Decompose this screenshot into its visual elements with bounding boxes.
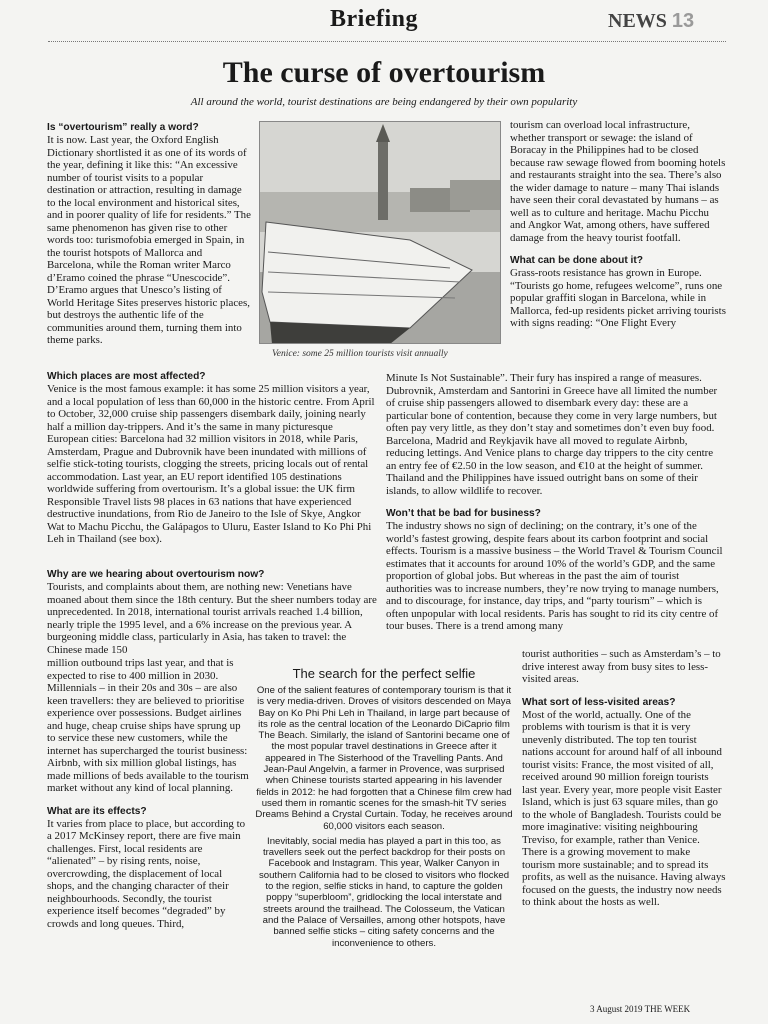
column-left-top [47,119,251,347]
body-text: million outbound trips last year, and that is expected to rise to 400 million in 2030. Millennials – in their 20s and 30s – are also keen travellers: they are believed to prioritise experience over possessions. Budget airlines and huge, cheap cruise ships have sprung up to service these new customers, while the internet has supercharged the tourist business: Airbnb, with six million global listings, has made millions of beds available to the tourism market without any kind of local planning. [47,657,249,794]
question-heading: What are its effects? [47,805,147,817]
page-footer [590,1004,690,1014]
photo-caption: Venice: some 25 million tourists visit annually [272,349,448,359]
news-label [608,10,694,33]
body-text: Most of the world, actually. One of the problems with tourism is that it is very unevenly distributed. The top ten tourist nations account for around half of all inbound tourist visits: France, the most visited of all, received around 90 million foreign tourists last year. Every year, more people visit Easter Island, which is just 63 square miles, than go to the whole of Bangladesh. Tourists could be more imaginative: visiting neighbouring Treviso, for example, rather than Venice. There is a growing movement to make tourism more sustainable; and to spread its profits, as well as the nuisance. Having always focused on the guests, the industry now needs to think about the hosts as well. [522,708,726,908]
body-text: The industry shows no sign of declining; on the contrary, it’s one of the world’s fastest growing, despite fears about its carbon footprint and social effects. Tourism is a massive business – the World Travel & Tourism Council estimates that it accounts for around 10% of the world’s GDP, and the same proportion of global jobs. But whereas in the past the aim of tourist authorities was to increase numbers, they’re now trying to manage numbers, and to discourage, for instance, day trips, and “party tourism” – which is often unpopular with local residents. Paris has sought to rid its city centre of tour buses. There is a trend among many [386,520,723,632]
column-left-bottom [47,657,251,930]
news-label-text: NEWS [608,10,667,32]
question-heading: What sort of less-visited areas? [522,696,676,708]
sidebar-paragraph: One of the salient features of contemporary tourism is that it is very media-driven. Droves of visitors descended on Maya Bay on Ko Phi Phi Leh in Thailand, in large part because of its role as the central location of the Leonardo DiCaprio film The Beach. Similarly, the island of Santorini became one of the most popular travel destinations in Greece after it appeared in The Sisterhood of the Travelling Pants. And Jean-Paul Angelvin, a farmer in Provence, was surprised when Chinese tourists started appearing in his lavender fields in 2012: he had forgotten that a Chinese film crew had used them in romantic scenes for the smash-hit TV series Dreams Behind a Crystal Curtain. Today, he receives around 60,000 visitors each season. [255,685,513,832]
body-text: Tourists, and complaints about them, are nothing new: Venetians have moaned about them since the 18th century. But the sheer numbers today are unprecedented. In 2018, international tourist arrivals reached 1.4 billion, nearly triple the 1995 level, and a 6% increase on the previous year. A burgeoning middle class, particularly in Asia, has taken to travel: the Chinese made 150 [47,581,377,656]
section-what-can-be-done-cont [386,372,726,633]
page-number: 13 [671,10,695,32]
body-text: It varies from place to place, but according to a 2017 McKinsey report, there are five main challenges. First, local residents are “alienated” – by rising rents, noise, overcrowding, the displacement of local shops, and the changing character of their neighbourhoods. Secondly, the tourist experience itself becomes “degraded” by crowds and long queues. Third, [47,817,246,930]
question-heading: What can be done about it? [510,255,643,266]
question-heading: Is “overtourism” really a word? [47,122,199,133]
column-right-top [510,119,726,330]
masthead-rule [48,41,726,42]
body-text: tourism can overload local infrastructure, whether transport or sewage: the island of Boracay in the Philippines had to be closed because raw sewage flowed from booming hotels and restaurants straight into the sea. There’s also the wider damage to nature – many Thai islands have seen their coral devastated by humans – as well as to culture and heritage. Machu Picchu and Angkor Wat, among others, have suffered damage from the heavy tourist footfall. [510,119,726,244]
body-text: Minute Is Not Sustainable”. Their fury has inspired a range of measures. Dubrovnik, Amsterdam and Santorini in Greece have all limited the number of cruise ship passengers allowed to disembark every day: these are a particular bone of contention, because they come in very large numbers, but often pay very little, as they don’t stay and sometimes don’t even buy food. Barcelona, Madrid and Reykjavik have all moved to regulate Airbnb, reducing lettings. And Venice plans to charge day trippers to the city centre an entry fee of €2.50 in the low season, and €10 at the height of summer. Thailand and the Philippines have issued outright bans on some of their islands, to allow wildlife to recover. [386,372,718,497]
publication-name: THE WEEK [644,1004,691,1014]
standfirst: All around the world, tourist destinations are being endangered by their own popularity [190,96,578,108]
body-text: Grass-roots resistance has grown in Europe. “Tourists go home, refugees welcome”, runs one popular graffiti slogan in Barcelona, while in Mallorca, fed-up residents picket arriving tourists with signs reading: “One Flight Every [510,267,726,329]
body-text: It is now. Last year, the Oxford English Dictionary shortlisted it as one of its words of the year, defining it like this: “An excessive number of tourist visits to a popular destination or attraction, resulting in damage to the local environment and historical sites, and in poorer quality of life for residents.” The same phenomenon has given rise to other words too: turismofobia emerged in Spain, in the tourist hotspots of Mallorca and Barcelona, while the Roman writer Marco d’Eramo coined the phrase “Unescocide”. D’Eramo argues that Unesco’s listing of World Heritage Sites preserves historic places, but destroys the authentic life of the communities around them, turning them into theme parks. [47,134,251,346]
section-why-now [47,566,377,656]
question-heading: Won’t that be bad for business? [386,508,541,519]
body-text: tourist authorities – such as Amsterdam’s – to drive interest away from busy sites to less-visited areas. [522,648,721,685]
issue-date: 3 August 2019 [590,1004,643,1014]
question-heading: Which places are most affected? [47,371,206,382]
sidebar-paragraph: Inevitably, social media has played a part in this too, as travellers seek out the perfect backdrop for their posts on Facebook and Instagram. This year, Walker Canyon in southern California had to be closed to visitors who flocked to the region, selfie sticks in hand, to capture the golden poppy “superbloom”, gridlocking the local interstate and streets around the trailhead. The Colosseum, the Vatican and the Palace of Versailles, among other hotspots, have banned selfie sticks – citing safety concerns and the inconvenience to others. [258,835,510,949]
selfie-sidebar [254,666,514,949]
question-heading: Why are we hearing about overtourism now? [47,569,265,580]
body-text: Venice is the most famous example: it has some 25 million visitors a year, and a local population of less than 60,000 in the historic centre. From April to October, 32,000 cruise ship passengers disembark daily, joining nearly half a million day-trippers. And it’s the same in many picturesque European cities: Barcelona had 32 million visitors in 2018, while Paris, Amsterdam, Prague and Dubrovnik have been inundated with millions of selfie stick-toting tourists, clogging the streets, pricing locals out of rental accommodation. Last year, an EU report identified 105 destinations worldwide suffering from overtourism. It’s a global issue: the UK firm Responsible Travel lists 98 places in 63 nations that have experienced destructive inundations, from Rio de Janeiro to the Isle of Skye, Angkor Wat to Machu Picchu, the Galápagos to Uluru, Easter Island to Ko Phi Phi Leh in Thailand (see box). [47,383,375,545]
section-which-places [47,368,377,546]
column-right-bottom [522,648,726,909]
venice-photo [259,121,501,344]
headline: The curse of overtourism [222,56,546,89]
section-title: Briefing [330,6,418,32]
sidebar-title: The search for the perfect selfie [292,666,476,681]
venice-photo-illustration [260,122,501,344]
